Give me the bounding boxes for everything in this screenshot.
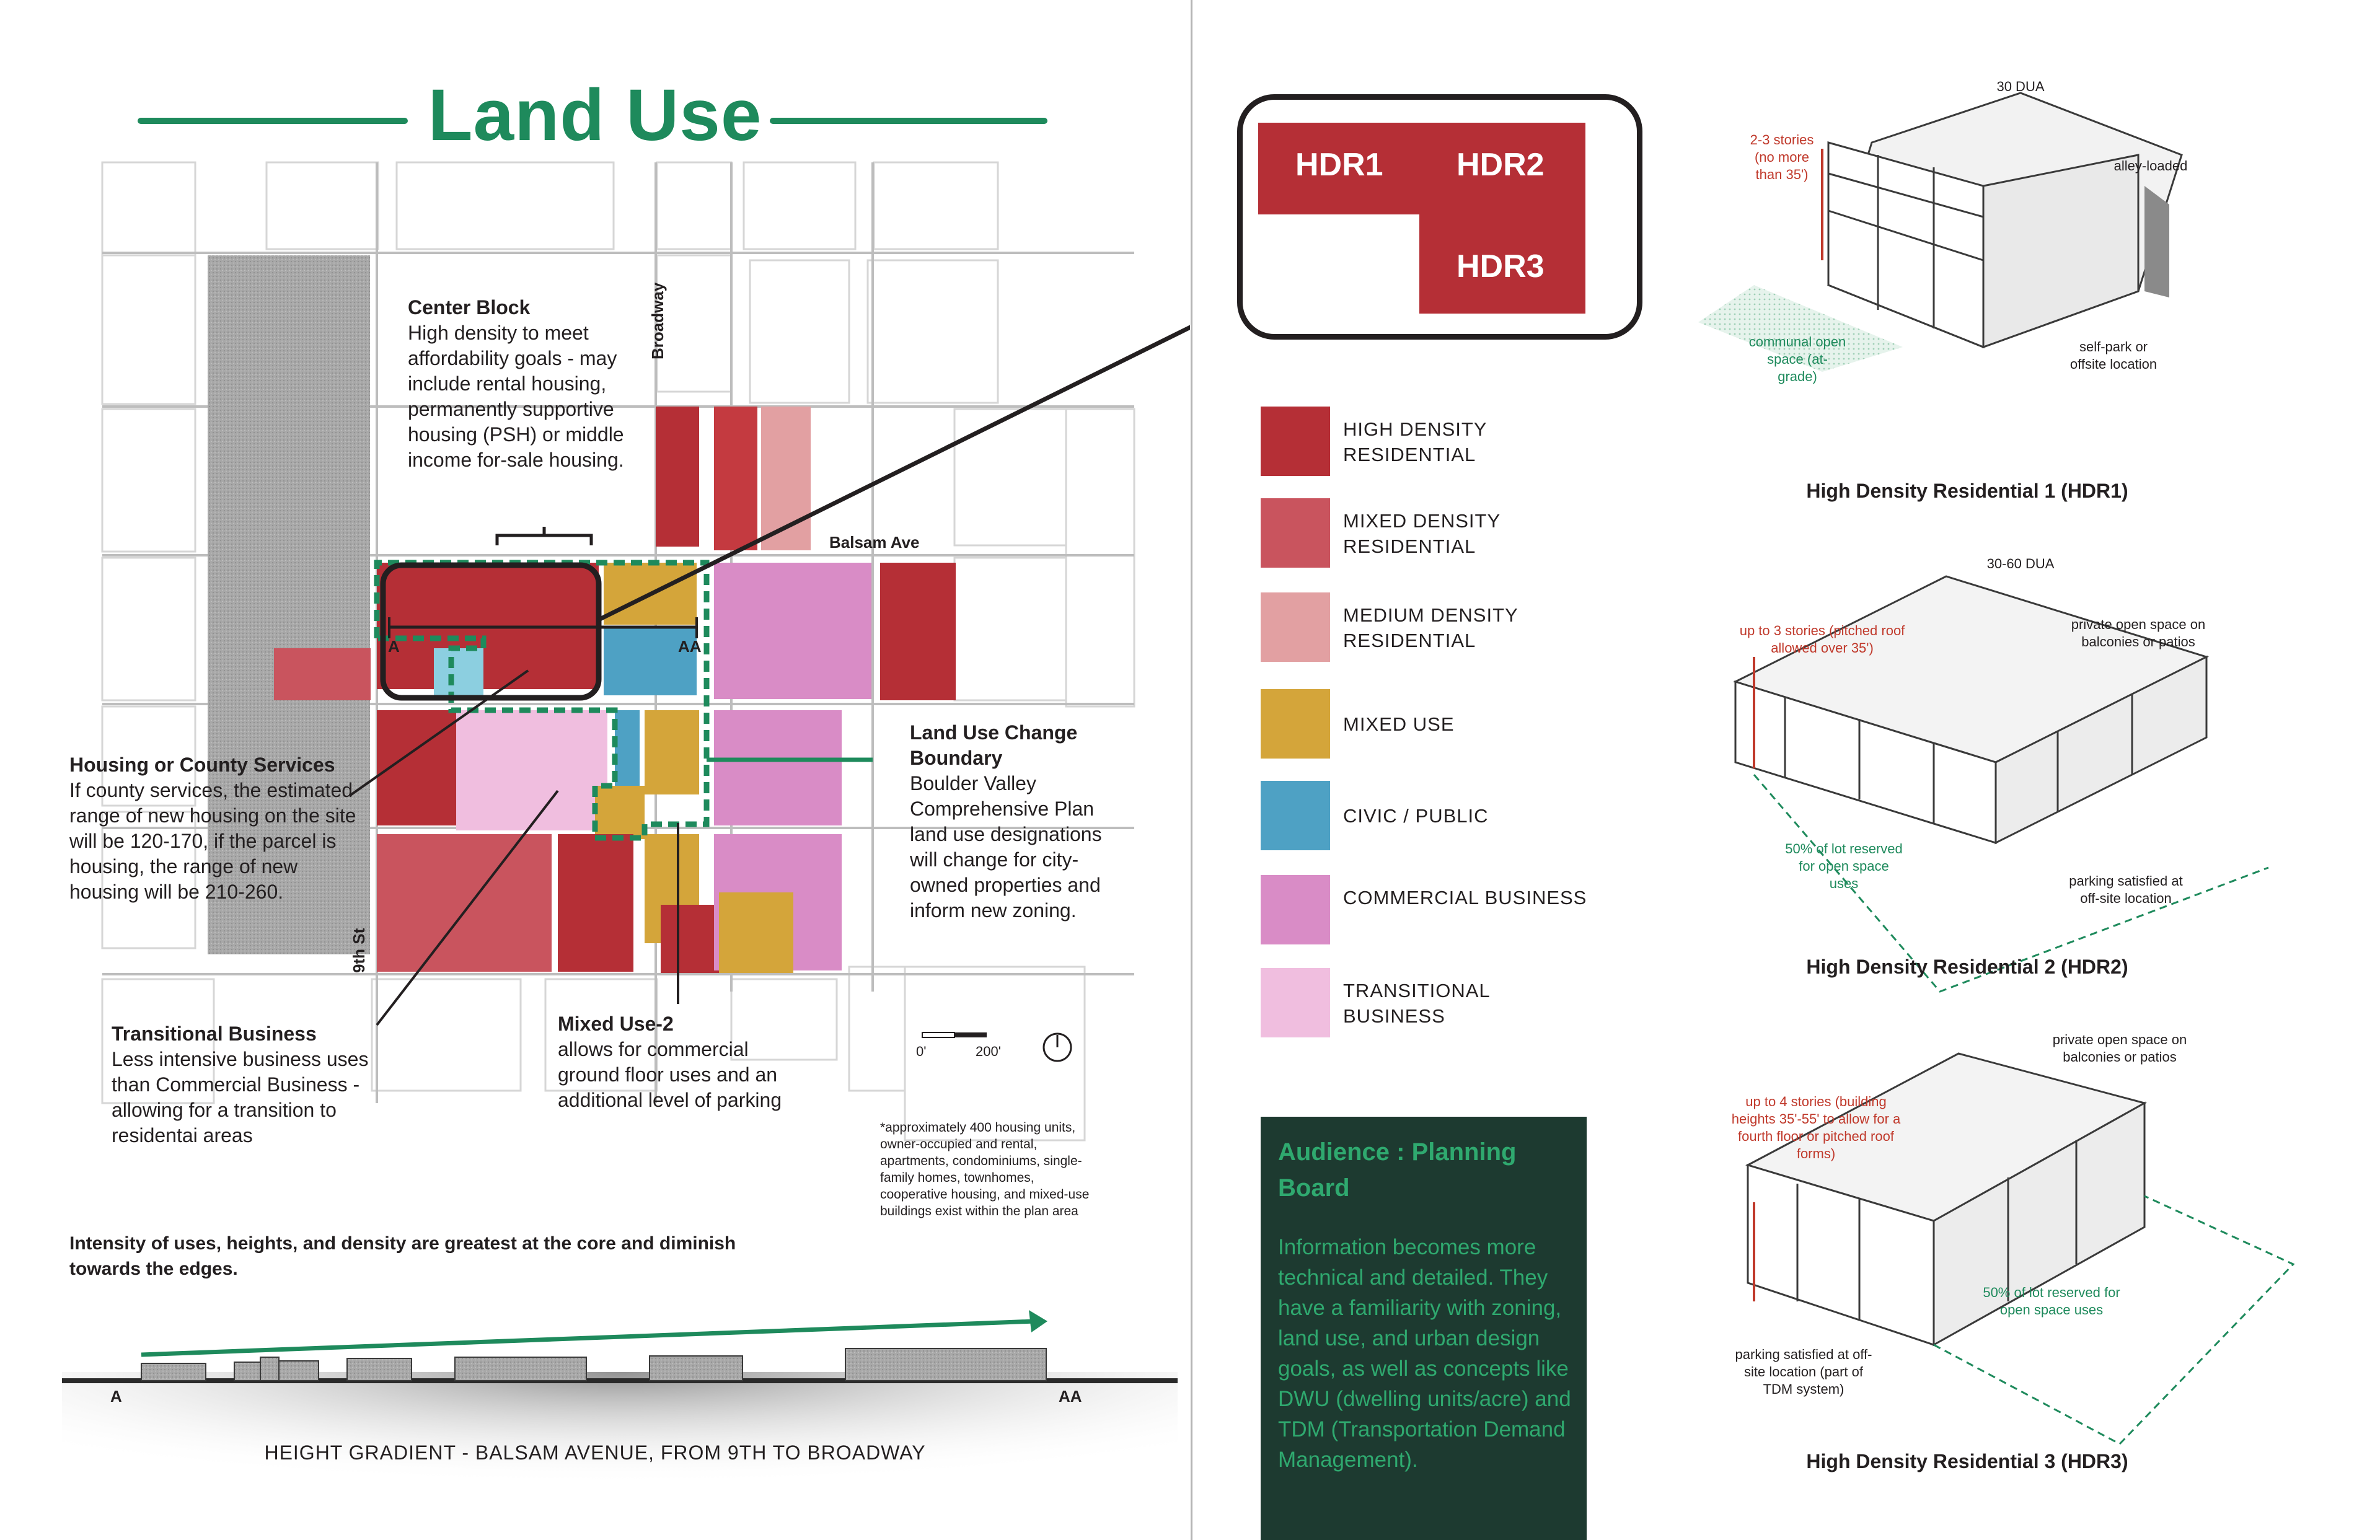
- parcel-commercial-1: [714, 563, 871, 699]
- legend-label: TRANSITIONAL BUSINESS: [1343, 980, 1490, 1027]
- hdr1-note-alley: alley-loaded: [2113, 158, 2188, 174]
- scale-zero: 0': [916, 1044, 927, 1059]
- height-gradient-label: HEIGHT GRADIENT - BALSAM AVENUE, FROM 9TH TO BROADWAY: [264, 1441, 926, 1464]
- hdr3-height-note: up to 4 stories (building heights 35'-55' to allow for a fourth floor or pitched roof forms): [1731, 1094, 1901, 1161]
- legend-swatch: [1261, 875, 1330, 944]
- legend-swatch: [1261, 689, 1330, 759]
- hdr1-height-note: 2-3 stories (no more than 35'): [1750, 132, 1814, 182]
- legend-swatch: [1261, 407, 1330, 476]
- hdr2-note-parking: parking satisfied at off-site location: [2069, 873, 2183, 906]
- legend-medium-density: [1261, 592, 1633, 662]
- scale-end: 200': [976, 1044, 1001, 1059]
- transitional-title: Transitional Business: [112, 1023, 317, 1045]
- hdr2-dua: 30-60 DUA: [1986, 556, 2055, 571]
- hdr2-note-balcony: private open space on balconies or patios: [2071, 617, 2206, 649]
- parcel-mixed-density: [656, 407, 699, 547]
- legend-transitional: [1261, 968, 1633, 1037]
- mixed-use-2-note: [558, 1011, 793, 1113]
- transitional-note: [112, 1021, 409, 1148]
- hdr2-title: High Density Residential 2 (HDR2): [1806, 956, 2128, 978]
- legend-label: COMMERCIAL BUSINESS: [1343, 887, 1587, 909]
- section-label-aa: AA: [678, 637, 702, 656]
- street-label-9th: 9th St: [350, 928, 368, 973]
- mixed-use-2-body: allows for commercial ground floor uses and an additional level of parking: [558, 1038, 782, 1111]
- legend-swatch: [1261, 498, 1330, 568]
- center-block-title: Center Block: [408, 296, 531, 319]
- housing-county-note: [69, 752, 367, 905]
- hdr2-note-open-space: 50% of lot reserved for open space uses: [1785, 841, 1903, 891]
- hdr3-inset-label: HDR3: [1457, 249, 1545, 284]
- hdr2-height-note: up to 3 stories (pitched roof allowed over 35'): [1739, 623, 1905, 656]
- parcel-commercial-2: [714, 710, 842, 825]
- street-label-broadway: Broadway: [648, 282, 667, 359]
- parcel-mixed-use-3: [595, 786, 645, 839]
- parcel-civic-2: [615, 710, 640, 791]
- legend-mixed-density: [1261, 498, 1633, 568]
- parcel-mixed-use-2: [645, 710, 699, 794]
- hdr1-title: High Density Residential 1 (HDR1): [1806, 480, 2128, 502]
- parcel-mixed-use-5: [719, 892, 793, 973]
- gradient-label-a: A: [110, 1387, 122, 1406]
- legend-label: MIXED USE: [1343, 713, 1455, 735]
- hdr3-note-parking: parking satisfied at off-site location (part of TDM system): [1735, 1347, 1872, 1397]
- land-use-change-body: Boulder Valley Comprehensive Plan land use designations will change for city-owned properties and inform new zoning.: [910, 772, 1102, 922]
- page-fold: [1191, 0, 1192, 1540]
- housing-county-body: If county services, the estimated range of new housing on the site will be 120-170, if the parcel is housing, the range of new housing will be 210-260.: [69, 779, 356, 903]
- parcel-high-density-s: [558, 834, 633, 972]
- legend-mixed-use: [1261, 689, 1633, 759]
- legend-label: MIXED DENSITY RESIDENTIAL: [1343, 510, 1501, 557]
- parcel-high-density-s2: [661, 905, 720, 973]
- parcel-high-density: [714, 407, 757, 550]
- street-label-balsam: Balsam Ave: [829, 533, 920, 552]
- housing-county-title: Housing or County Services: [69, 754, 335, 776]
- land-use-change-title: Land Use Change Boundary: [910, 721, 1078, 769]
- intensity-note: Intensity of uses, heights, and density are greatest at the core and diminish towards the edges.: [69, 1233, 736, 1279]
- parcel-high-density-east: [880, 563, 956, 700]
- housing-footnote: *approximately 400 housing units, owner-occupied and rental, apartments, condominiums, single-family homes, townhomes, cooperative housing, and mixed-use buildings exist within the plan area: [880, 1120, 1090, 1218]
- hdr2-inset-label: HDR2: [1457, 147, 1545, 183]
- transitional-body: Less intensive business uses than Commercial Business - allowing for a transition to residentai areas: [112, 1048, 369, 1146]
- legend-swatch: [1261, 781, 1330, 850]
- legend-civic: [1261, 781, 1633, 850]
- hdr3-note-open-space: 50% of lot reserved for open space uses: [1983, 1285, 2120, 1318]
- audience-box: [1261, 1117, 1587, 1540]
- hdr3-note-balcony: private open space on balconies or patios: [2052, 1032, 2187, 1065]
- legend-label: CIVIC / PUBLIC: [1343, 805, 1489, 827]
- land-use-change-note: [910, 720, 1108, 923]
- page-title: Land Use: [428, 74, 762, 156]
- hdr1-note-open-space: communal open space (at-grade): [1748, 334, 1846, 384]
- legend-label: HIGH DENSITY RESIDENTIAL: [1343, 418, 1487, 465]
- center-block-body: High density to meet affordability goals - may include rental housing, permanently supportive housing (PSH) or middle income for-sale housing.: [408, 322, 624, 471]
- legend-label: MEDIUM DENSITY RESIDENTIAL: [1343, 604, 1518, 651]
- parcel-transitional: [456, 710, 607, 830]
- hdr1-note-parking: self-park or offsite location: [2069, 339, 2157, 372]
- parcel-mixed-density-west: [274, 648, 371, 700]
- parcel-mixed-density-s: [377, 834, 552, 972]
- hdr1-dua: 30 DUA: [1996, 79, 2045, 94]
- hdr3-title: High Density Residential 3 (HDR3): [1806, 1450, 2128, 1472]
- legend-high-density: [1261, 407, 1633, 476]
- audience-heading: Audience : Planning Board: [1278, 1138, 1517, 1202]
- parcel-civic-small: [434, 648, 483, 700]
- center-block-note: [408, 295, 631, 473]
- hdr1-inset-label: HDR1: [1295, 147, 1383, 183]
- legend-swatch: [1261, 968, 1330, 1037]
- audience-body: Information becomes more technical and detailed. They have a familiarity with zoning, land use, and urban design goals, as well as concepts like DWU (dwelling units/acre) and TDM (Transportation Demand Management).: [1278, 1235, 1571, 1472]
- gradient-label-aa: AA: [1059, 1387, 1082, 1406]
- legend-commercial: [1261, 875, 1633, 944]
- mixed-use-2-title: Mixed Use-2: [558, 1013, 674, 1035]
- legend-swatch: [1261, 592, 1330, 662]
- section-label-a: A: [388, 637, 400, 656]
